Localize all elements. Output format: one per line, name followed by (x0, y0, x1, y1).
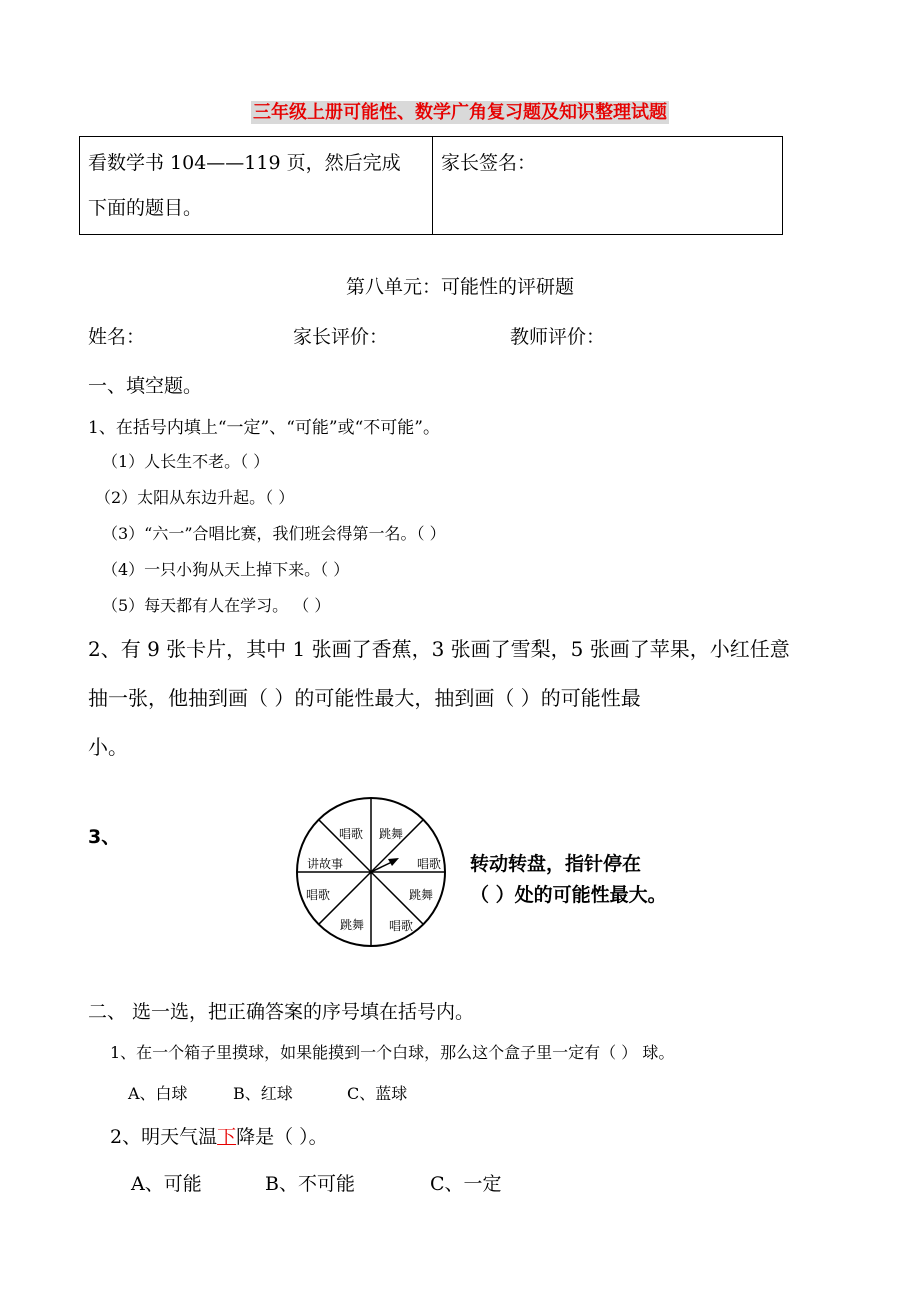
study-instruction-line1: 看数学书 104——119 页，然后完成 (88, 152, 401, 174)
wheel-label-storytelling: 讲故事 (306, 857, 344, 871)
s2-q1-option-a: A、白球 (128, 1084, 188, 1103)
q1-item-5: （5）每天都有人在学习。 （ ） (102, 596, 331, 615)
study-instruction-cell (80, 137, 433, 235)
q1-item-4: （4）一只小狗从天上掉下来。（ ） (102, 560, 350, 579)
parent-eval-label: 家长评价： (293, 326, 389, 348)
q1-item-1: （1）人长生不老。（ ） (102, 452, 270, 471)
wheel-label-sing: 唱歌 (416, 857, 442, 871)
s2-q2-prefix: 2、明天气温 (110, 1126, 218, 1148)
s2-q2-option-b: B、不可能 (265, 1173, 355, 1195)
parent-signature-label: 家长签名： (441, 152, 537, 174)
wheel-label-sing: 唱歌 (388, 919, 414, 933)
q1-item-3: （3）“六一”合唱比赛，我们班会得第一名。（ ） (102, 524, 446, 543)
q3-text-line1: 转动转盘，指针停在 (470, 853, 642, 875)
s2-q2-highlight: 下 (217, 1126, 237, 1148)
s2-q2-prompt (110, 1122, 328, 1149)
spinner-wheel (295, 796, 447, 948)
info-box (79, 136, 783, 235)
wheel-label-sing: 唱歌 (305, 888, 331, 902)
section1-heading: 一、填空题。 (88, 375, 203, 397)
q3-number: 3、 (88, 826, 121, 848)
parent-signature-cell (433, 137, 783, 235)
section2-heading: 二、 选一选，把正确答案的序号填在括号内。 (88, 1001, 475, 1023)
q3-text-line2: （ ）处的可能性最大。 (470, 884, 667, 906)
s2-q1-option-c: C、蓝球 (347, 1084, 408, 1103)
wheel-label-dance: 跳舞 (378, 827, 404, 841)
wheel-label-dance: 跳舞 (339, 918, 365, 932)
s2-q1-prompt: 1、在一个箱子里摸球，如果能摸到一个白球，那么这个盒子里一定有（ ） 球。 (110, 1043, 675, 1062)
q2-line1: 2、有 9 张卡片，其中 1 张画了香蕉，3 张画了雪梨，5 张画了苹果，小红任意 (88, 637, 790, 661)
unit-title: 第八单元：可能性的评研题 (345, 276, 574, 298)
document-title (0, 98, 920, 124)
s2-q2-suffix: 降是（ ）。 (236, 1126, 328, 1148)
s2-q2-option-c: C、一定 (430, 1173, 502, 1195)
q2-line2: 抽一张，他抽到画（ ）的可能性最大，抽到画（ ）的可能性最 (88, 686, 641, 710)
name-label: 姓名： (88, 326, 146, 348)
wheel-label-dance: 跳舞 (408, 888, 434, 902)
teacher-eval-label: 教师评价： (510, 326, 606, 348)
s2-q1-option-b: B、红球 (233, 1084, 293, 1103)
q2-line3: 小。 (88, 735, 128, 759)
q1-item-2: （2）太阳从东边升起。（ ） (95, 488, 295, 507)
wheel-label-sing: 唱歌 (338, 827, 364, 841)
s2-q2-option-a: A、可能 (131, 1173, 202, 1195)
study-instruction-line2: 下面的题目。 (88, 197, 203, 219)
title-text: 三年级上册可能性、数学广角复习题及知识整理试题 (253, 102, 667, 123)
q1-prompt: 1、在括号内填上“一定”、“可能”或“不可能”。 (88, 418, 440, 438)
